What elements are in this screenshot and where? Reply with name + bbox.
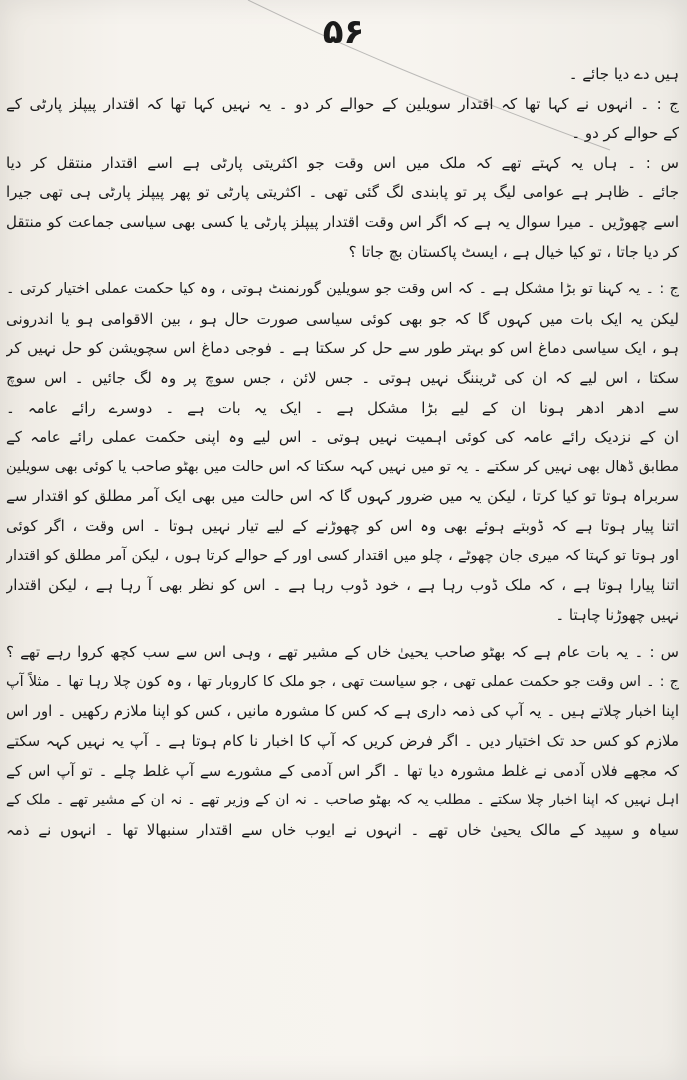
text-line: اور ہوتا تو کہتا کہ میری جان چھوٹے ، چلو میں اقتدار کسی اور کے حوالے کرتا ہوں ، لیکن آمر مطلق کو اقتدار xyxy=(6,547,679,564)
text-line: جائے ۔ ظاہر ہے عوامی لیگ پر تو پابندی لگ گئی تھی ۔ اکثریتی پارٹی تو پھر پیپلز پارٹی ہی تھی جیرا xyxy=(6,183,679,202)
text-line: سربراہ ہوتا تو کیا کرتا ، لیکن یہ میں ضرور کہوں گا کہ اس حالت میں بھی ایک آمر مطلق کو اقتدار سے xyxy=(6,487,679,506)
text-line: س : ۔ یہ بات عام ہے کہ بھٹو صاحب یحییٰ خاں کے مشیر تھے ، وہی اس سے سب کچھ کروا رہے تھے ؟ xyxy=(6,643,679,662)
text-line: ان کے نزدیک رائے عامہ کی کوئی اہمیت نہیں ہوتی ۔ اس لیے وہ اپنی حکمت عملی رائے عامہ کے xyxy=(6,428,679,447)
text-line: کہ مجھے فلاں آدمی نے غلط مشورہ دیا تھا ۔ اگر اس آدمی کے مشورے سے آپ غلط چلے ۔ تو آپ اس کے xyxy=(6,761,679,780)
handwritten-text-body xyxy=(6,60,679,1074)
text-line: ج : ۔ انہوں نے کہا تھا کہ اقتدار سویلین کے حوالے کر دو ۔ یہ نہیں کہا تھا کہ اقتدار پیپلز پارٹی کے xyxy=(6,94,679,113)
text-line: ہو ، ایک سیاسی دماغ اس کو بہتر طور سے حل کر سکتا ہے ۔ فوجی دماغ اس سچویشن کو حل نہیں کر xyxy=(6,339,679,358)
text-line: مطابق ڈھال بھی نہیں کر سکتے ۔ یہ تو میں نہیں کہہ سکتا کہ اس حالت میں بھٹو صاحب یا کوئی بھی سویلین xyxy=(6,458,679,475)
text-line: کر دیا جاتا ، تو کیا خیال ہے ، ایسٹ پاکستان بچ جاتا ؟ xyxy=(348,242,679,261)
text-line: سکتا ، اس لیے کہ ان کی ٹریننگ نہیں ہوتی ۔ جس لائن ، جس سوچ پر وہ لگ جائیں ۔ اس سوچ xyxy=(6,368,679,387)
text-line: ج : ۔ یہ کہنا تو بڑا مشکل ہے ۔ کہ اس وقت جو سویلین گورنمنٹ ہوتی ، وہ کیا حکمت عملی اختیار کرتی ۔ xyxy=(6,281,679,298)
text-line: اتنا پیارا ہوتا ہے ، کہ ملک ڈوب رہا ہے ، خود ڈوب رہا ہے ۔ اس کو نظر بھی آ رہا ہے ، لیکن اقتدار xyxy=(6,576,679,595)
text-line: سے ادھر ادھر ہونا ان کے لیے بڑا مشکل ہے ۔ ایک یہ بات ہے ۔ دوسرے رائے عامہ ۔ xyxy=(6,398,679,417)
text-line: ہیں دے دیا جائے ۔ xyxy=(568,65,679,83)
text-line: لیکن یہ ایک بات میں کہوں گا کہ جو بھی کوئی سیاسی صورت حال ہو ، بین الاقوامی ہو یا اندرونی xyxy=(6,309,679,328)
text-line: اسے چھوڑیں ۔ میرا سوال یہ ہے کہ اگر اس وقت اقتدار پیپلز پارٹی یا کسی بھی سیاسی جماعت کو منتقل xyxy=(6,212,679,231)
text-line: سیاہ و سپید کے مالک یحییٰ خاں تھے ۔ انہوں نے ایوب خاں سے اقتدار سنبھالا تھا ۔ انہوں نے ذمہ xyxy=(6,820,679,839)
text-line: اہل نہیں کہ اپنا اخبار چلا سکتے ۔ مطلب یہ کہ بھٹو صاحب ۔ نہ ان کے وزیر تھے ۔ نہ ان کے مشیر تھے ۔ ملک کے xyxy=(6,792,679,809)
text-line: نہیں چھوڑنا چاہتا ۔ xyxy=(555,605,679,624)
text-line: ملازم کو کس حد تک اختیار دیں ۔ اگر فرض کریں کہ آپ کا اخبار نا کام ہوتا ہے ۔ آپ یہ نہیں کہہ سکتے xyxy=(6,732,679,751)
text-line: اپنا اخبار چلاتے ہیں ۔ یہ آپ کی ذمہ داری ہے کہ کس کا مشورہ مانیں ، کس کو اپنا ملازم رکھیں ۔ اور اس xyxy=(6,702,679,721)
text-line: اتنا پیار ہوتا ہے کہ ڈوبتے ہوئے بھی وہ اس کو چھوڑنے کے لیے تیار نہیں ہوتا ۔ اس وقت ، اگر کوئی xyxy=(6,516,679,535)
text-line: کے حوالے کر دو ۔ xyxy=(571,124,679,143)
text-line: ج : ۔ اس وقت جو حکمت عملی تھی ، جو سیاست تھی ، جو ملک کا کاروبار تھا ، وہ کون چلا رہا تھا ۔ مثلاً آپ xyxy=(6,673,679,690)
text-line: س : ۔ ہاں یہ کہتے تھے کہ ملک میں اس وقت جو اکثریتی پارٹی ہے اسے اقتدار منتقل کر دیا xyxy=(6,153,679,172)
page-number: ۵۶ xyxy=(322,12,365,52)
